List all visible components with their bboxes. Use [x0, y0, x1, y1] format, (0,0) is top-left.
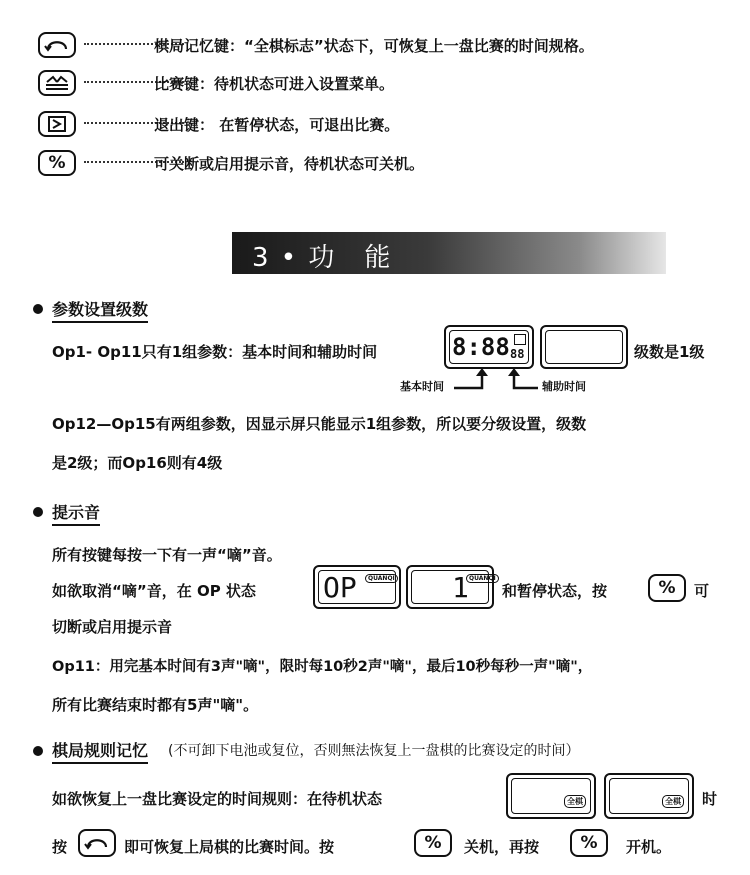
match-key-icon	[38, 70, 76, 96]
sound-line2-prefix: 如欲取消“嘀”音，在 OP 状态	[52, 582, 256, 600]
lcd-op-display	[313, 565, 401, 609]
percent-key-icon: %	[414, 829, 452, 857]
lcd-small-digits: 88	[510, 347, 525, 361]
arrow-aux-icon	[500, 366, 540, 392]
undo-key-icon	[78, 829, 116, 857]
params-line3: 是2级；而Op16则有4级	[52, 454, 223, 472]
undo-arrow-icon	[38, 32, 76, 58]
memory-heading: 棋局规则记忆	[52, 738, 148, 764]
lcd-memory-right	[604, 773, 694, 819]
section-banner	[232, 232, 666, 274]
exit-key-icon	[38, 111, 76, 137]
memory-line1-prefix: 如欲恢复上一盘比赛设定的时间规则：在待机状态	[52, 790, 383, 808]
key-desc-memory: 棋局记忆键：“全棋标志”状态下，可恢复上一盘比赛的时间规格。	[154, 37, 594, 55]
lcd-op-text: OP	[323, 571, 357, 604]
label-aux-time: 辅助时间	[542, 380, 586, 393]
params-line1-suffix: 级数是1级	[634, 343, 705, 361]
lcd-one-text: 1	[452, 571, 469, 604]
bullet-icon	[33, 507, 43, 517]
percent-key-icon: %	[570, 829, 608, 857]
sound-line1: 所有按键每按一下有一声“嘀”音。	[52, 546, 282, 564]
lcd-one-display	[406, 565, 494, 609]
bullet-icon	[33, 304, 43, 314]
lcd-digits: 8:88	[452, 333, 510, 361]
params-line1-prefix: Op1- Op11只有1组参数：基本时间和辅助时间	[52, 343, 378, 361]
sound-line2-mid: 和暂停状态，按	[502, 582, 608, 600]
label-base-time: 基本时间	[400, 380, 444, 393]
memory-line2-c: 关机，再按	[464, 838, 540, 856]
lcd-base-aux-display	[444, 325, 534, 369]
lcd-flag-icon	[514, 334, 526, 345]
lcd-badge: QUANQI	[466, 574, 499, 583]
sound-line5: 所有比赛结束时都有5声"嘀"。	[52, 696, 259, 714]
lcd-badge: QUANQI	[365, 574, 398, 583]
key-desc-match: 比赛键：待机状态可进入设置菜单。	[154, 75, 395, 93]
sound-line4: Op11：用完基本时间有3声"嘀"，限时每10秒2声"嘀"，最后10秒每秒一声"嘀"，	[52, 659, 593, 675]
sound-heading: 提示音	[52, 500, 100, 526]
memory-line2-d: 开机。	[626, 838, 672, 856]
lcd-memory-left	[506, 773, 596, 819]
memory-line2-b: 即可恢复上局棋的比赛时间。按	[124, 838, 335, 856]
key-desc-sound: 可关断或启用提示音，待机状态可关机。	[154, 155, 425, 173]
lcd-badge: 全棋	[662, 795, 684, 808]
memory-line1-suffix: 时	[702, 790, 718, 808]
lcd-blank-display	[540, 325, 628, 369]
section-title: 3 • 功 能	[252, 243, 393, 273]
memory-line2-a: 按	[52, 838, 68, 856]
sound-line2-suffix: 可	[694, 582, 710, 600]
memory-note: (不可卸下电池或复位，否则無法恢复上一盘棋的比赛设定的时间）	[168, 743, 580, 759]
lcd-badge: 全棋	[564, 795, 586, 808]
arrow-base-icon	[452, 366, 492, 392]
percent-key-icon: %	[648, 574, 686, 602]
key-desc-exit: 退出键： 在暂停状态，可退出比赛。	[154, 116, 400, 134]
bullet-icon	[33, 746, 43, 756]
params-line2: Op12—Op15有两组参数，因显示屏只能显示1组参数，所以要分级设置，级数	[52, 415, 587, 433]
sound-line3: 切断或启用提示音	[52, 618, 173, 636]
percent-sound-icon: %	[38, 150, 76, 176]
params-heading: 参数设置级数	[52, 297, 148, 323]
